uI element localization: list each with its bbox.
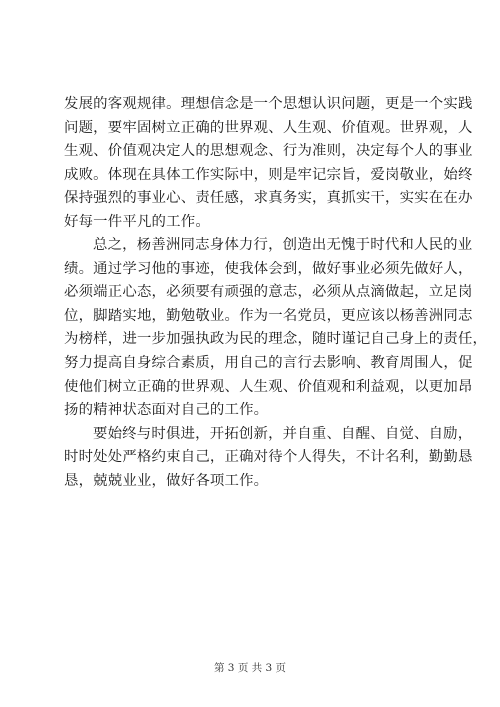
document-body xyxy=(64,93,488,493)
text-line: 发展的客观规律。理想信念是一个思想认识问题，更是一个实践 xyxy=(64,96,473,112)
text-line: 必须端正心态，必须要有顽强的意志，必须从点滴做起，立足岗 xyxy=(64,284,473,301)
text-line: 努力提高自身综合素质，用自己的言行去影响、教育周围人，促 xyxy=(64,355,473,372)
text-line: 成败。体现在具体工作实际中，则是牢记宗旨，爱岗敬业，始终 xyxy=(64,166,473,183)
paragraph xyxy=(64,423,473,494)
text-line: 时时处处严格约束自己，正确对待个人得失，不计名利，勤勤恳 xyxy=(64,449,473,466)
text-line: 保持强烈的事业心、责任感，求真务实，真抓实干，实实在在办 xyxy=(64,190,473,207)
text-line: 为榜样，进一步加强执政为民的理念，随时谨记自己身上的责任， xyxy=(64,331,488,348)
text-line: 恳，兢兢业业，做好各项工作。 xyxy=(64,472,269,489)
text-line: 问题，要牢固树立正确的世界观、人生观、价值观。世界观，人 xyxy=(64,119,473,136)
text-line: 要始终与时俱进，开拓创新，并自重、自醒、自觉、自励， xyxy=(93,425,473,442)
paragraph xyxy=(64,93,473,234)
text-line: 生观、价值观决定人的思想观念、行为准则，决定每个人的事业 xyxy=(64,143,473,160)
text-line: 好每一件平凡的工作。 xyxy=(64,213,210,230)
paragraph xyxy=(64,234,488,422)
text-line: 绩。通过学习他的事迹，使我体会到，做好事业必须先做好人， xyxy=(64,260,473,277)
text-line: 位，脚踏实地，勤勉敬业。作为一名党员，更应该以杨善洲同志 xyxy=(64,307,473,324)
text-line: 总之，杨善洲同志身体力行，创造出无愧于时代和人民的业 xyxy=(93,237,473,254)
text-line: 使他们树立正确的世界观、人生观、价值观和利益观，以更加昂 xyxy=(64,378,473,395)
page-footer: 第 3 页 共 3 页 xyxy=(213,662,287,674)
text-line: 扬的精神状态面对自己的工作。 xyxy=(64,402,269,419)
